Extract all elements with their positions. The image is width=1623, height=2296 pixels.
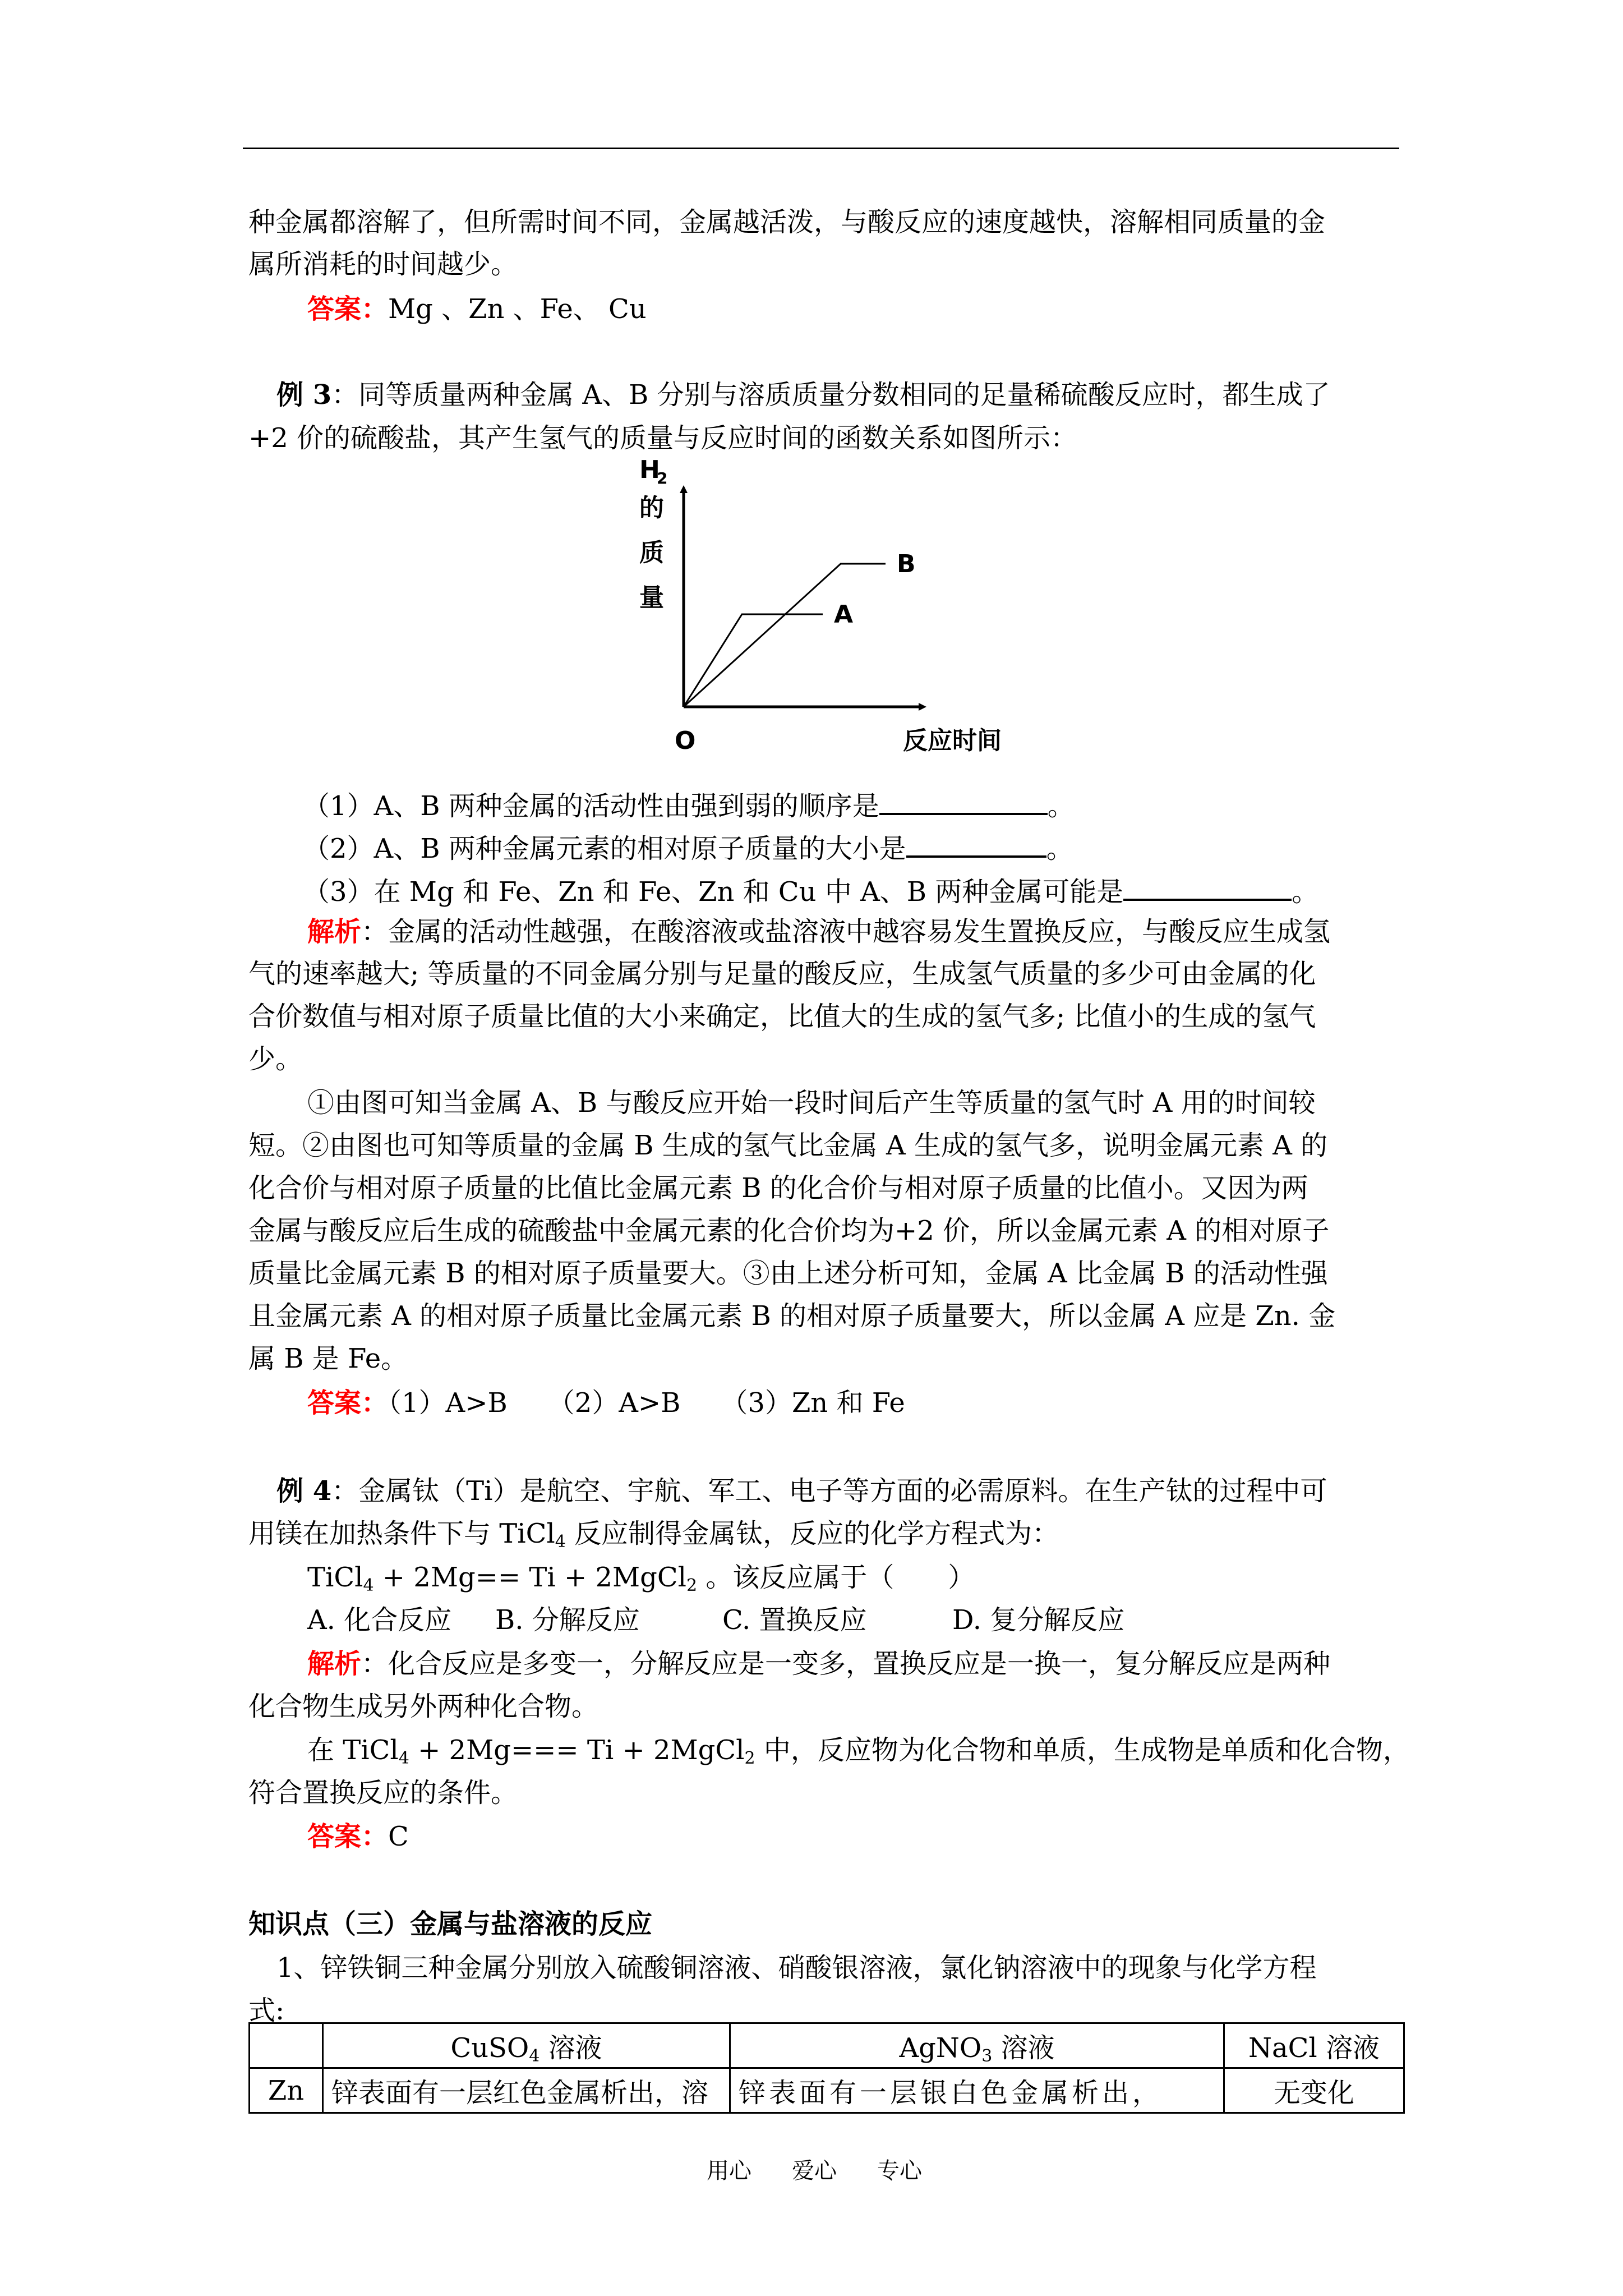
ex3-paragraph-6: 且金属元素 A 的相对原子质量比金属元素 B 的相对原子质量要大，所以金属 A 应是 Zn. 金 — [248, 1300, 1336, 1332]
section-item-1-line-1: 1、锌铁铜三种金属分别放入硫酸铜溶液、硝酸银溶液，氯化钠溶液中的现象与化学方程 — [276, 1952, 1317, 1984]
q3-text: （3）在 Mg 和 Fe、Zn 和 Fe、Zn 和 Cu 中 A、B 两种金属可能是 — [303, 876, 1124, 908]
equation-part: 。该反应属于（ ） — [697, 1562, 975, 1593]
series-b-line — [684, 564, 886, 707]
section-item-1-line-2: 式: — [248, 1995, 285, 2026]
header-part: 溶液 — [540, 2032, 602, 2064]
ex3-label: 例 3 — [276, 379, 332, 411]
analysis-label: 解析 — [307, 916, 362, 947]
h2-mass-chart — [617, 454, 1021, 769]
header-rule — [243, 148, 1399, 149]
q2-text: （2）A、B 两种金属元素的相对原子质量的大小是 — [303, 833, 906, 864]
analysis-text-1: ：化合反应是多变一，分解反应是一变多，置换反应是一换一，复分解反应是两种 — [361, 1648, 1331, 1680]
q1-period: 。 — [1047, 790, 1075, 822]
origin-label: O — [675, 726, 696, 755]
ex3-paragraph-1: ①由图可知当金属 A、B 与酸反应开始一段时间后产生等质量的氢气时 A 用的时间较 — [307, 1087, 1316, 1119]
ex4-analysis-3 — [307, 1734, 1410, 1768]
q3-blank — [1123, 874, 1292, 901]
ex3-paragraph-5: 质量比金属元素 B 的相对原子质量要大。③由上述分析可知，金属 A 比金属 B 的活动性强 — [248, 1258, 1328, 1289]
y-axis-label-h: H — [639, 455, 660, 484]
q2-blank — [906, 831, 1046, 858]
header-part: CuSO — [450, 2032, 529, 2064]
ex3-line-2: +2 价的硫酸盐，其产生氢气的质量与反应时间的函数关系如图所示： — [248, 422, 1078, 454]
x-axis-label: 反应时间 — [903, 726, 1002, 755]
ex4-analysis-4: 符合置换反应的条件。 — [248, 1777, 518, 1809]
intro-line-1: 种金属都溶解了，但所需时间不同，金属越活泼，与酸反应的速度越快，溶解相同质量的金 — [248, 206, 1326, 238]
ex3-paragraph-2: 短。②由图也可知等质量的金属 B 生成的氢气比金属 A 生成的氢气多，说明金属元素 A 的 — [248, 1130, 1328, 1161]
option-d: D. 复分解反应 — [952, 1604, 1125, 1636]
section-heading: 知识点（三）金属与盐溶液的反应 — [248, 1908, 653, 1940]
option-b: B. 分解反应 — [495, 1604, 640, 1636]
q1-blank — [879, 788, 1048, 815]
option-c: C. 置换反应 — [722, 1604, 867, 1636]
ex3-question-2 — [303, 831, 1073, 862]
subscript: 4 — [529, 2046, 540, 2066]
answer-text: C — [388, 1821, 409, 1852]
series-a-label: A — [834, 600, 854, 629]
analysis-part: 中，反应物为化合物和单质，生成物是单质和化合物， — [755, 1734, 1410, 1766]
table-header-agno3 — [730, 2023, 1224, 2068]
ex3-paragraph-4: 金属与酸反应后生成的硫酸盐中金属元素的化合价均为+2 价，所以金属元素 A 的相对原子 — [248, 1215, 1330, 1246]
reaction-table — [248, 2022, 1405, 2114]
y-axis-char-2: 质 — [639, 539, 664, 567]
answer-label: 答案： — [307, 1821, 389, 1852]
ex3-analysis-1 — [307, 918, 1330, 945]
q2-period: 。 — [1046, 833, 1073, 864]
ex4-text-2a: 用镁在加热条件下与 TiCl — [248, 1518, 555, 1549]
ex3-paragraph-7: 属 B 是 Fe。 — [248, 1343, 408, 1374]
table-corner-cell — [250, 2023, 323, 2068]
ex3-question-3 — [303, 874, 1319, 908]
footer-text: 专心 — [877, 2158, 922, 2184]
table-cell: 锌表面有一层银白色金属析出， — [730, 2068, 1224, 2113]
ex3-line-1 — [276, 379, 1330, 411]
series-b-label: B — [897, 550, 916, 578]
analysis-part: 在 TiCl — [307, 1734, 399, 1766]
series-a-line — [684, 614, 823, 707]
ex4-label: 例 4 — [276, 1475, 332, 1507]
table-cell: 无变化 — [1224, 2068, 1404, 2113]
subscript: 2 — [686, 1576, 698, 1595]
ex4-analysis-1 — [307, 1648, 1331, 1680]
ex4-answer — [307, 1823, 409, 1850]
ex4-text-1: ：金属钛（Ti）是航空、宇航、军工、电子等方面的必需原料。在生产钛的过程中可 — [331, 1475, 1327, 1507]
table-header-nacl: NaCl 溶液 — [1224, 2023, 1404, 2068]
ex4-line-2 — [248, 1518, 1059, 1552]
table-row-label: Zn — [250, 2068, 323, 2113]
table-cell: 锌表面有一层红色金属析出，溶 — [323, 2068, 730, 2113]
ex3-analysis-3: 合价数值与相对原子质量比值的大小来确定，比值大的生成的氢气多; 比值小的生成的氢气 — [248, 1001, 1316, 1032]
ex4-options — [307, 1604, 1125, 1636]
q1-text: （1）A、B 两种金属的活动性由强到弱的顺序是 — [303, 790, 879, 822]
q3-period: 。 — [1292, 876, 1319, 908]
footer-text: 爱心 — [792, 2158, 837, 2184]
subscript: 3 — [981, 2046, 993, 2066]
ex3-answer — [307, 1387, 905, 1419]
analysis-label: 解析 — [307, 1648, 362, 1680]
answer-text: （1）A>B （2）A>B （3）Zn 和 Fe — [388, 1387, 905, 1419]
ex3-text-1: ：同等质量两种金属 A、B 分别与溶质质量分数相同的足量稀硫酸反应时，都生成了 — [331, 379, 1330, 411]
intro-line-2: 属所消耗的时间越少。 — [248, 249, 518, 280]
header-part: AgNO — [899, 2032, 982, 2064]
ex4-equation — [307, 1562, 975, 1595]
ex3-paragraph-3: 化合价与相对原子质量的比值比金属元素 B 的化合价与相对原子质量的比值小。又因为两 — [248, 1172, 1308, 1204]
equation-part: + 2Mg== Ti + 2MgCl — [374, 1562, 686, 1593]
equation-part: TiCl — [307, 1562, 363, 1593]
option-a: A. 化合反应 — [307, 1604, 452, 1636]
page-footer — [707, 2153, 962, 2185]
table-header-row — [250, 2023, 1404, 2068]
footer-text: 用心 — [707, 2158, 751, 2184]
intro-answer — [307, 293, 647, 325]
ex3-analysis-2: 气的速率越大; 等质量的不同金属分别与足量的酸反应，生成氢气质量的多少可由金属的化 — [248, 958, 1316, 990]
analysis-text-1: ：金属的活动性越强，在酸溶液或盐溶液中越容易发生置换反应，与酸反应生成氢 — [361, 916, 1331, 947]
ex3-question-1 — [303, 788, 1075, 820]
subscript: 4 — [555, 1532, 566, 1552]
subscript: 4 — [398, 1749, 409, 1768]
header-part: 溶液 — [992, 2032, 1055, 2064]
analysis-part: + 2Mg=== Ti + 2MgCl — [409, 1734, 745, 1766]
table-header-cuso4 — [323, 2023, 730, 2068]
y-axis-label-sub: 2 — [657, 469, 668, 487]
subscript: 2 — [744, 1749, 755, 1768]
ex4-analysis-2: 化合物生成另外两种化合物。 — [248, 1691, 599, 1722]
answer-text: Mg 、Zn 、Fe、 Cu — [388, 293, 647, 325]
y-axis-char-1: 的 — [639, 494, 664, 522]
y-axis-char-3: 量 — [639, 583, 664, 612]
table-row — [250, 2068, 1404, 2113]
ex4-text-2b: 反应制得金属钛，反应的化学方程式为： — [565, 1518, 1059, 1549]
answer-label: 答案： — [307, 1387, 389, 1419]
answer-label: 答案： — [307, 293, 389, 325]
ex4-line-1 — [276, 1475, 1327, 1507]
subscript: 4 — [363, 1576, 374, 1595]
ex3-analysis-4: 少。 — [248, 1043, 303, 1075]
